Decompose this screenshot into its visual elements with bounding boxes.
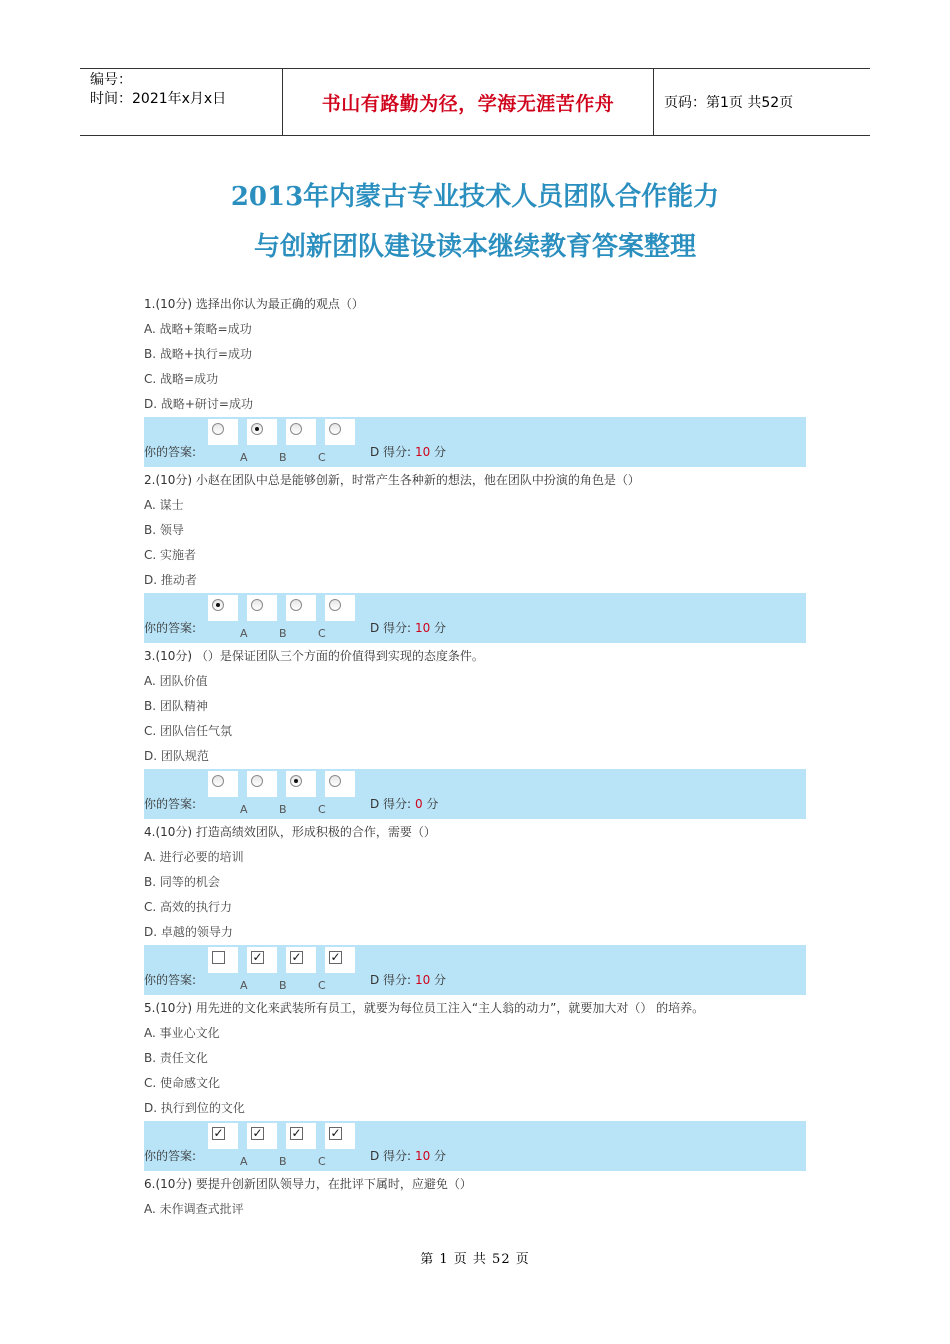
question-text: 5.(10分) 用先进的文化来武装所有员工，就要为每位员工注入“主人翁的动力”，就要加大对（） 的培养。 [144,1001,705,1015]
answer-choice [208,771,246,817]
answer-choice [247,595,285,641]
answer-label: 你的答案: [144,1149,197,1163]
score-label: D 得分: [370,797,412,811]
choice-letter: A [240,803,248,816]
option-text: A. 谋士 [144,498,184,512]
option-text: A. 进行必要的培训 [144,850,244,864]
answer-bar [144,417,806,467]
page-footer: 第 1 页 共 52 页 [420,1252,530,1267]
header-motto: 书山有路勤为径，学海无涯苦作舟 [282,69,654,135]
score-text [370,619,446,636]
question-text: 6.(10分) 要提升创新团队领导力，在批评下属时，应避免（） [144,1177,472,1191]
option-text: D. 执行到位的文化 [144,1101,245,1115]
option-text: C. 实施者 [144,548,197,562]
checkbox-checked-icon[interactable]: ✓ [291,1126,302,1140]
radio-empty-icon[interactable] [329,775,341,787]
header-page-info: 页码：第1页 共52页 [664,95,794,111]
score-unit: 分 [434,621,447,635]
answer-choice [247,419,285,465]
answer-choice [325,771,363,817]
choice-letter: A [240,451,248,464]
answer-choice [286,947,324,993]
score-value: 10 [414,1149,431,1163]
radio-empty-icon[interactable] [290,423,302,435]
radio-empty-icon[interactable] [251,599,263,611]
choice-letter: B [279,803,287,816]
answer-choice [247,771,285,817]
header-table [80,68,870,136]
radio-empty-icon[interactable] [212,423,224,435]
choice-letter: A [240,1155,248,1168]
choice-letter: B [279,627,287,640]
answer-choice [325,595,363,641]
option-text: C. 高效的执行力 [144,900,233,914]
score-value: 10 [414,973,431,987]
choice-letter: C [318,979,326,992]
document-title-line2: 与创新团队建设读本继续教育答案整理 [253,232,696,262]
option-text: B. 领导 [144,523,184,537]
question-text: 2.(10分) 小赵在团队中总是能够创新，时常产生各种新的想法，他在团队中扮演的角色是（） [144,473,640,487]
score-unit: 分 [434,445,447,459]
choice-letter: A [240,979,248,992]
choice-letter: C [318,627,326,640]
header-meta [80,69,282,135]
option-text: C. 战略=成功 [144,372,219,386]
radio-selected-icon[interactable] [290,775,302,787]
score-unit: 分 [426,797,439,811]
choice-letter: B [279,1155,287,1168]
score-text [370,1147,446,1164]
score-value: 0 [414,797,423,811]
answer-label: 你的答案: [144,797,197,811]
answer-choice [325,419,363,465]
choice-letter: C [318,451,326,464]
answer-choice [286,1123,324,1169]
answer-bar [144,593,806,643]
checkbox-checked-icon[interactable]: ✓ [330,1126,341,1140]
option-text: A. 战略+策略=成功 [144,322,252,336]
score-label: D 得分: [370,1149,412,1163]
question-text: 3.(10分) （）是保证团队三个方面的价值得到实现的态度条件。 [144,649,484,663]
option-text: C. 团队信任气氛 [144,724,233,738]
number-label: 编号： [90,72,132,88]
option-text: D. 卓越的领导力 [144,925,233,939]
answer-choice [208,947,246,993]
answer-choice [208,1123,246,1169]
score-label: D 得分: [370,621,412,635]
score-text [370,971,446,988]
answer-choice [286,419,324,465]
radio-empty-icon[interactable] [290,599,302,611]
checkbox-checked-icon[interactable]: ✓ [252,1126,263,1140]
choice-letter: C [318,1155,326,1168]
question-text: 1.(10分) 选择出你认为最正确的观点（） [144,297,364,311]
answer-choice [325,1123,363,1169]
radio-selected-icon[interactable] [251,423,263,435]
answer-bar [144,1121,806,1171]
document-title-line1: 2013年内蒙古专业技术人员团队合作能力 [230,182,720,212]
score-value: 10 [414,445,431,459]
choice-letter: B [279,979,287,992]
checkbox-checked-icon[interactable]: ✓ [252,950,263,964]
answer-bar [144,945,806,995]
choice-letter: C [318,803,326,816]
answer-choice [208,595,246,641]
answer-label: 你的答案: [144,973,197,987]
score-unit: 分 [434,973,447,987]
option-text: B. 战略+执行=成功 [144,347,252,361]
option-text: D. 推动者 [144,573,197,587]
option-text: C. 使命感文化 [144,1076,221,1090]
option-text: A. 团队价值 [144,674,208,688]
answer-choice [286,595,324,641]
question-text: 4.(10分) 打造高绩效团队，形成积极的合作，需要（） [144,825,436,839]
option-text: B. 责任文化 [144,1051,208,1065]
choice-letter: B [279,451,287,464]
option-text: A. 事业心文化 [144,1026,220,1040]
time-label: 时间：2021年x月x日 [90,91,227,107]
question-list [144,292,806,1222]
radio-empty-icon[interactable] [212,775,224,787]
radio-selected-icon[interactable] [212,599,224,611]
option-text: B. 团队精神 [144,699,208,713]
score-text [370,795,438,812]
score-text [370,443,446,460]
option-text: A. 未作调查式批评 [144,1202,244,1216]
checkbox-checked-icon[interactable]: ✓ [330,950,341,964]
option-text: D. 团队规范 [144,749,209,763]
checkbox-checked-icon[interactable]: ✓ [213,1126,224,1140]
answer-choice [325,947,363,993]
answer-label: 你的答案: [144,445,197,459]
radio-empty-icon[interactable] [251,775,263,787]
score-label: D 得分: [370,973,412,987]
checkbox-checked-icon[interactable]: ✓ [291,950,302,964]
answer-choice [247,947,285,993]
answer-bar [144,769,806,819]
answer-choice [286,771,324,817]
choice-letter: A [240,627,248,640]
score-unit: 分 [434,1149,447,1163]
score-label: D 得分: [370,445,412,459]
option-text: B. 同等的机会 [144,875,220,889]
radio-empty-icon[interactable] [329,423,341,435]
answer-choice [247,1123,285,1169]
score-value: 10 [414,621,431,635]
option-text: D. 战略+研讨=成功 [144,397,253,411]
answer-label: 你的答案: [144,621,197,635]
checkbox-empty-icon[interactable] [212,951,225,964]
answer-choice [208,419,246,465]
radio-empty-icon[interactable] [329,599,341,611]
